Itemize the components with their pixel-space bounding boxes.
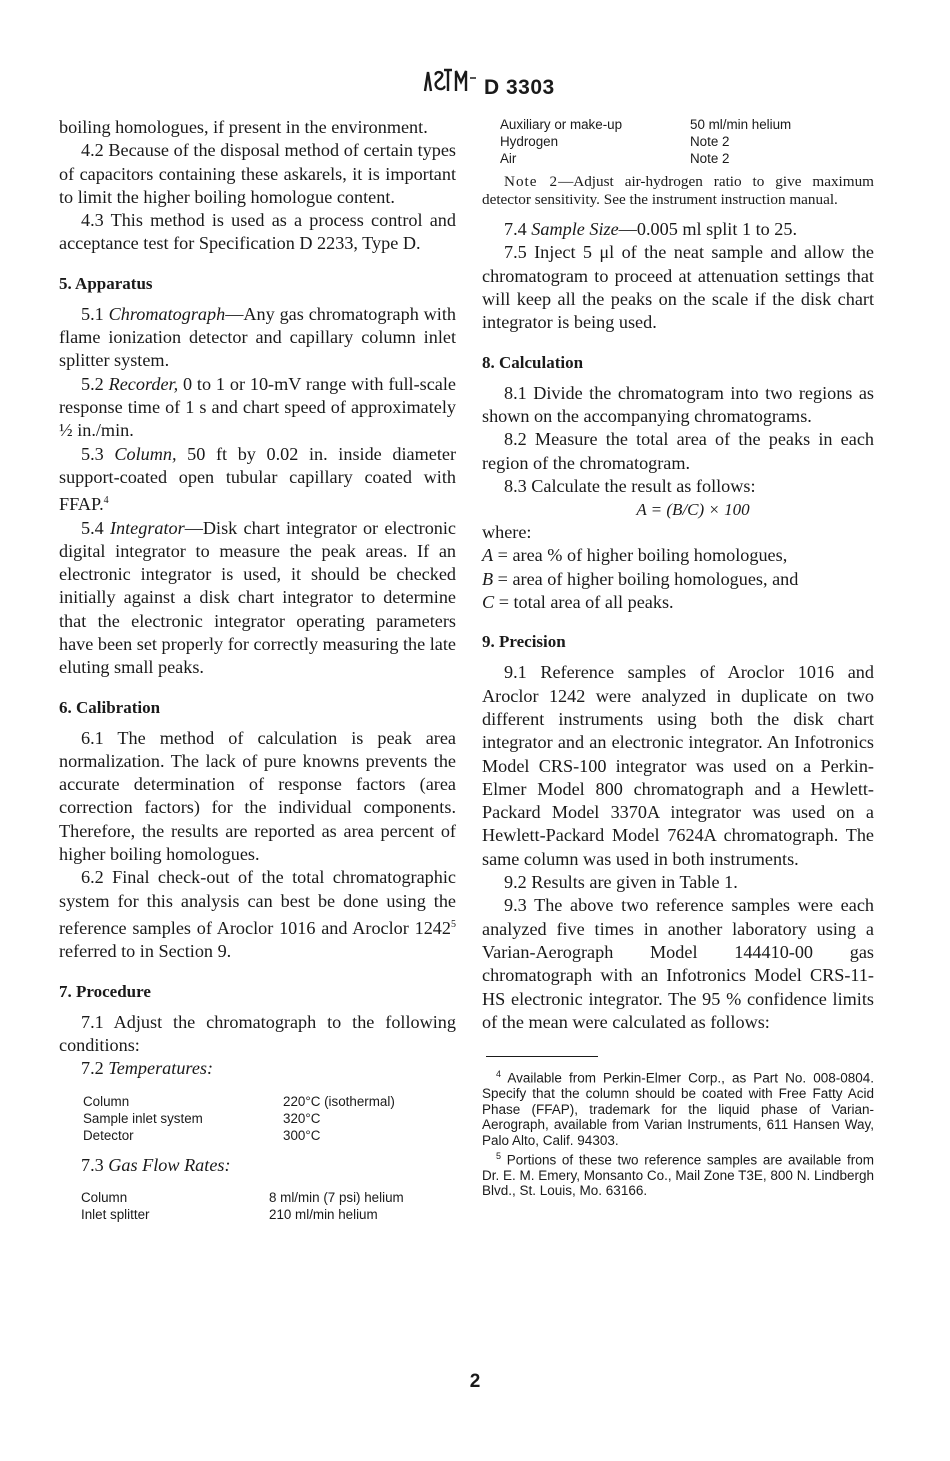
text: 0 to 1 or 10-mV range with full-scale response time of 1 s and chart speed of approximately ½ in./min.	[59, 373, 456, 441]
paragraph-7-5: 7.5 Inject 5 μl of the neat sample and allow the chromatogram to proceed at attenuation settings that will keep all the peaks on the scale if the disk chart integrator is being used.	[482, 242, 874, 333]
heading-procedure: 7. Procedure	[59, 981, 151, 1001]
paragraph-4-2: 4.2 Because of the disposal method of certain types of capacitors containing these askarels, it is important to limit the higher boiling homologue content.	[59, 140, 456, 207]
right-column	[482, 116, 874, 1199]
table-row	[500, 133, 791, 150]
paragraph-7-3	[59, 1154, 456, 1177]
table-row	[500, 116, 791, 133]
heading-apparatus: 5. Apparatus	[59, 273, 153, 293]
table-value: 210 ml/min helium	[269, 1206, 378, 1222]
formula: A = (B/C) × 100	[636, 500, 750, 520]
section-number: 5.1	[81, 303, 109, 324]
paragraph-7-1: 7.1 Adjust the chromatograph to the following conditions:	[59, 1011, 456, 1055]
where-item	[482, 591, 874, 614]
document-number: D 3303	[484, 76, 555, 99]
table-label: Air	[500, 151, 517, 166]
section-number: 7.4	[504, 219, 532, 240]
paragraph-7-4	[482, 218, 874, 241]
left-column	[59, 116, 456, 1223]
footnote-text: Available from Perkin-Elmer Corp., as Part No. 008-0804. Specify that the column should be coated with Free Fatty Acid Phase (FFAP), trademark for the liquid phase of Varian-Aerograph, available from Varian Instruments, 611 Hansen Way, Palo Alto, Calif. 94303.	[482, 1070, 874, 1148]
heading-calculation: 8. Calculation	[482, 352, 584, 372]
footnote-marker: 5	[496, 1150, 502, 1161]
table-label: Column	[83, 1093, 130, 1109]
gas-flow-table	[81, 1189, 404, 1223]
footnote-ref-5: 5	[451, 918, 456, 930]
definition: = total area of all peaks.	[494, 592, 674, 613]
page-header	[0, 44, 950, 99]
astm-logo-icon	[422, 68, 478, 92]
table-label: Column	[81, 1189, 128, 1205]
definition: = area % of higher boiling homologues,	[493, 545, 788, 566]
table-label: Hydrogen	[500, 134, 559, 149]
note-text: —Adjust air-hydrogen ratio to give maximum detector sensitivity. See the instrument instruction manual.	[482, 173, 874, 208]
definition: = area of higher boiling homologues, and	[493, 568, 799, 589]
note-2	[482, 173, 874, 208]
note-label: Note 2	[504, 173, 559, 190]
section-number: 5.2	[81, 373, 109, 394]
footnote-ref-4: 4	[103, 495, 109, 507]
table-value: 8 ml/min (7 psi) helium	[269, 1189, 404, 1205]
paragraph-9-3: 9.3 The above two reference samples were each analyzed five times in another laboratory using a Varian-Aerograph Model 144410-00 gas chromatograph with an Infotronics Model CRS-11-HS electronic integrator. The 95 % confidence limits of the mean were calculated as follows:	[482, 895, 874, 1032]
section-number: 5.3	[81, 443, 115, 464]
footnote-marker: 4	[496, 1069, 502, 1080]
table-label: Inlet splitter	[81, 1206, 150, 1222]
text: —Any gas chromatograph with flame ionization detector and capillary column inlet splitter system.	[59, 303, 457, 371]
text: referred to in Section 9.	[59, 941, 232, 962]
heading-precision: 9. Precision	[482, 632, 566, 652]
table-label: Auxiliary or make-up	[500, 117, 623, 132]
footnote-divider	[486, 1056, 598, 1057]
footnote-text: Portions of these two reference samples are available from Dr. E. M. Emery, Monsanto Co., Mail Zone T3E, 800 N. Lindbergh Blvd., St. Louis, Mo. 63166.	[482, 1152, 874, 1199]
term: Recorder,	[108, 373, 179, 394]
paragraph-5-1	[59, 303, 456, 373]
symbol: B	[482, 568, 494, 589]
table-value: 320°C	[283, 1110, 321, 1126]
temperatures-table	[83, 1093, 395, 1144]
paragraph-9-2: 9.2 Results are given in Table 1.	[504, 872, 738, 893]
gas-flow-table-continued	[500, 116, 791, 167]
where-item	[482, 568, 874, 591]
table-value: Note 2	[690, 151, 730, 166]
section-number: 5.4	[81, 517, 110, 538]
footnote-4	[482, 1067, 874, 1148]
section-number: 7.2	[81, 1058, 109, 1079]
paragraph-7-2	[59, 1057, 456, 1080]
paragraph-continued: boiling homologues, if present in the environment.	[59, 117, 428, 137]
where-label: where:	[482, 522, 532, 543]
symbol: A	[482, 545, 494, 566]
paragraph-5-4	[59, 517, 456, 680]
table-label: Sample inlet system	[83, 1110, 203, 1126]
text: —Disk chart integrator or electronic digital integrator to measure the peak areas. If an electronic integrator is used, it should be checked initially against a disk chart integrator to determine that the electronic integrator operating parameters have been set properly for correctly measuring the late eluting small peaks.	[59, 517, 457, 678]
paragraph-6-1: 6.1 The method of calculation is peak area normalization. The lack of pure knowns prevents the accurate determination of response factors (area correction factors) for the individual components. Therefore, the results are reported as area percent of higher boiling homologues.	[59, 727, 456, 865]
table-value: 50 ml/min helium	[690, 117, 792, 132]
term: Column,	[114, 443, 177, 464]
text: 6.2 Final check-out of the total chromatographic system for this analysis can best be done using the reference samples of Aroclor 1016 and Aroclor 1242	[59, 867, 456, 939]
page-number: 2	[469, 1371, 481, 1392]
term: Sample Size	[531, 219, 619, 240]
table-value: 220°C (isothermal)	[283, 1093, 395, 1109]
paragraph-8-3: 8.3 Calculate the result as follows:	[504, 475, 756, 496]
table-row	[83, 1127, 395, 1144]
table-row	[83, 1110, 395, 1127]
term: Integrator	[109, 517, 185, 538]
table-value: Note 2	[690, 134, 730, 149]
symbol: C	[482, 592, 495, 613]
section-number: 7.3	[81, 1154, 109, 1175]
table-row	[83, 1093, 395, 1110]
paragraph-4-3: 4.3 This method is used as a process control and acceptance test for Specification D 2233, Type D.	[59, 210, 456, 254]
heading-calibration: 6. Calibration	[59, 697, 161, 717]
table-row	[500, 150, 791, 167]
paragraph-8-1: 8.1 Divide the chromatogram into two regions as shown on the accompanying chromatograms.	[482, 382, 874, 426]
table-row	[81, 1206, 404, 1223]
table-label: Detector	[83, 1127, 134, 1143]
paragraph-5-3	[59, 443, 456, 517]
paragraph-6-2	[59, 866, 456, 963]
paragraph-5-2	[59, 373, 456, 443]
paragraph-9-1: 9.1 Reference samples of Aroclor 1016 and Aroclor 1242 were analyzed in duplicate on two different instruments using both the disk chart integrator and an electronic integrator. An Infotronics Model CRS-100 integrator was used on a Perkin-Elmer Model 800 chromatograph and a Hewlett-Packard Model 3370A integrator was used on a Hewlett-Packard Model 7624A chromatograph. The same column was used in both instruments.	[482, 662, 874, 869]
term: Temperatures:	[108, 1058, 214, 1079]
table-row	[81, 1189, 404, 1206]
where-item	[482, 544, 874, 567]
footnote-5	[482, 1149, 874, 1199]
term: Gas Flow Rates:	[108, 1154, 231, 1175]
term: Chromatograph	[108, 303, 226, 324]
text: —0.005 ml split 1 to 25.	[618, 219, 798, 240]
table-value: 300°C	[283, 1127, 321, 1143]
paragraph-8-2: 8.2 Measure the total area of the peaks in each region of the chromatogram.	[482, 429, 874, 473]
text: 50 ft by 0.02 in. inside diameter support-coated open tubular capillary coated with FFAP.	[59, 443, 457, 515]
